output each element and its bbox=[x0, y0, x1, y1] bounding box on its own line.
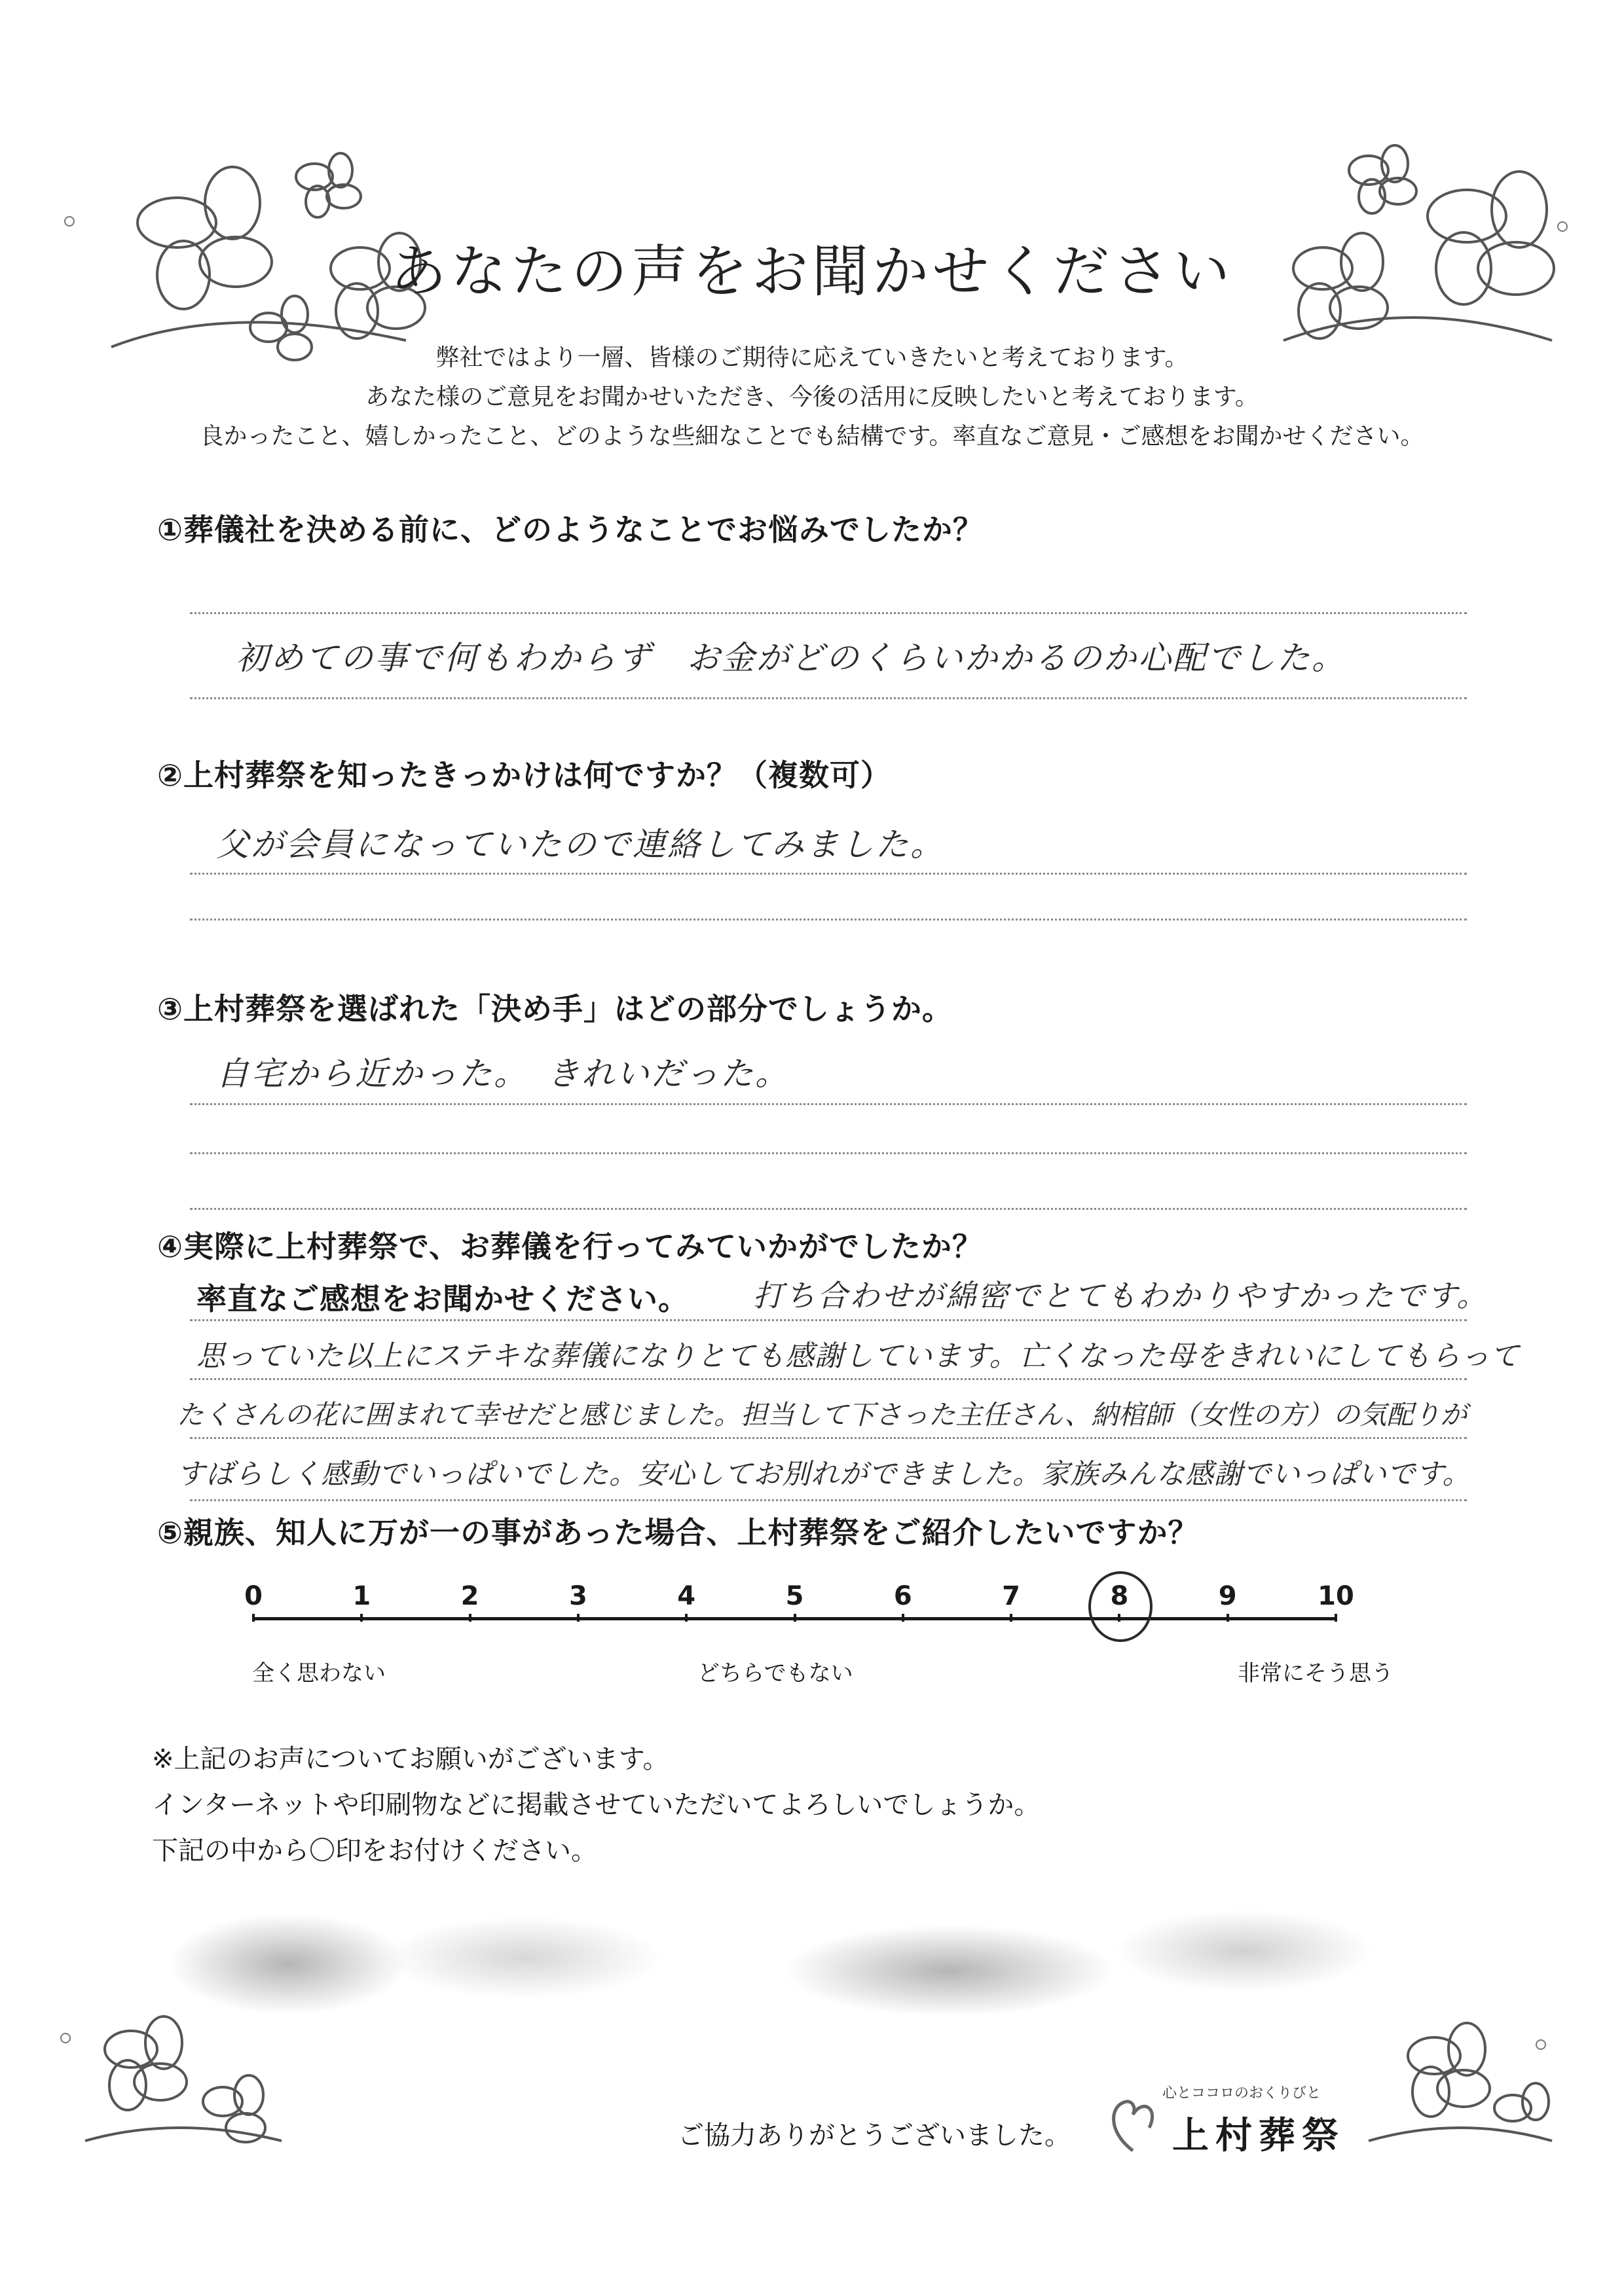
scale-tick bbox=[577, 1614, 580, 1622]
scale-number-3: 3 bbox=[568, 1581, 587, 1611]
answer-line bbox=[190, 1499, 1467, 1501]
scale-number-9: 9 bbox=[1218, 1581, 1237, 1611]
scale-high-label: 非常にそう思う bbox=[1238, 1660, 1393, 1686]
question-3-answer: 自宅から近かった。 きれいだった。 bbox=[216, 1055, 790, 1093]
answer-line bbox=[190, 1152, 1467, 1154]
answer-line bbox=[190, 612, 1467, 614]
scale-number-7: 7 bbox=[1002, 1581, 1021, 1611]
scale-tick bbox=[1227, 1614, 1229, 1622]
scale-tick bbox=[685, 1614, 688, 1622]
scale-number-0: 0 bbox=[244, 1581, 263, 1611]
heart-logo-icon bbox=[1107, 2092, 1159, 2160]
scale-number-10: 10 bbox=[1318, 1581, 1354, 1611]
question-4-answer-line-3: たくさんの花に囲まれて幸せだと感じました。担当して下さった主任さん、納棺師（女性の方）の気配りが bbox=[177, 1399, 1467, 1430]
scale-tick bbox=[252, 1614, 255, 1622]
question-5-label: ⑤親族、知人に万が一の事があった場合、上村葬祭をご紹介したいですか？ bbox=[157, 1515, 1199, 1550]
question-3-label: ③上村葬祭を選ばれた「決め手」はどの部分でしょうか。 bbox=[157, 991, 953, 1027]
question-2-answer: 父が会員になっていたので連絡してみました。 bbox=[216, 826, 945, 864]
answer-line bbox=[190, 1319, 1467, 1321]
scale-tick bbox=[902, 1614, 904, 1622]
note-line-2: インターネットや印刷物などに掲載させていただいてよろしいでしょうか。 bbox=[152, 1790, 1041, 1820]
scale-tick bbox=[794, 1614, 796, 1622]
intro-line-2: あなた様のご意見をお聞かせいただき、今後の活用に反映したいと考えております。 bbox=[365, 384, 1259, 410]
decorative-dot bbox=[60, 2033, 71, 2043]
scale-low-label: 全く思わない bbox=[252, 1660, 386, 1686]
answer-line bbox=[190, 873, 1467, 875]
decorative-dot bbox=[1557, 221, 1568, 232]
answer-line bbox=[190, 1437, 1467, 1439]
decorative-dot bbox=[64, 216, 75, 227]
question-4-answer-line-1: 打ち合わせが綿密でとてもわかりやすかったです。 bbox=[753, 1278, 1489, 1313]
question-4-answer-line-4: すばらしく感動でいっぱいでした。安心してお別れができました。家族みんな感謝でいっぱいです。 bbox=[177, 1458, 1471, 1491]
scale-number-4: 4 bbox=[677, 1581, 696, 1611]
footer-tagline: 心とココロのおくりびと bbox=[1162, 2085, 1321, 2102]
scale-tick bbox=[1010, 1614, 1012, 1622]
scale-mid-label: どちらでもない bbox=[697, 1660, 853, 1686]
intro-line-1: 弊社ではより一層、皆様のご期待に応えていきたいと考えております。 bbox=[435, 344, 1189, 371]
intro-line-3: 良かったこと、嬉しかったこと、どのような些細なことでも結構です。率直なご意見・ご感想をお聞かせください。 bbox=[200, 423, 1424, 450]
selected-rating-circle bbox=[1088, 1571, 1153, 1642]
question-1-answer: 初めての事で何もわからず お金がどのくらいかかるのか心配でした。 bbox=[236, 639, 1346, 677]
answer-line bbox=[190, 1103, 1467, 1105]
question-4-answer-line-2: 思っていた以上にステキな葬儀になりとても感謝しています。亡くなった母をきれいにしてもらって bbox=[196, 1339, 1520, 1373]
page-title: あなたの声をお聞かせください bbox=[390, 239, 1234, 304]
note-line-3: 下記の中から〇印をお付けください。 bbox=[152, 1836, 597, 1866]
decorative-dot bbox=[1536, 2039, 1546, 2050]
footer-thanks: ご協力ありがとうございました。 bbox=[678, 2121, 1071, 2151]
answer-line bbox=[190, 1208, 1467, 1210]
question-4-sublabel: 率直なご感想をお聞かせください。 bbox=[196, 1281, 689, 1317]
scale-tick bbox=[1335, 1614, 1337, 1622]
redacted-area bbox=[131, 1886, 1428, 2056]
question-2-label: ②上村葬祭を知ったきっかけは何ですか？（複数可） bbox=[157, 757, 891, 793]
scale-tick bbox=[360, 1614, 363, 1622]
scale-number-5: 5 bbox=[785, 1581, 804, 1611]
question-1-label: ①葬儀社を決める前に、どのようなことでお悩みでしたか？ bbox=[157, 512, 984, 547]
answer-line bbox=[190, 697, 1467, 699]
scale-number-8: 8 bbox=[1110, 1581, 1129, 1611]
scale-number-2: 2 bbox=[460, 1581, 479, 1611]
company-name: 上村葬祭 bbox=[1172, 2115, 1345, 2157]
note-line-1: ※上記のお声についてお願いがございます。 bbox=[152, 1744, 669, 1774]
scale-number-6: 6 bbox=[893, 1581, 912, 1611]
answer-line bbox=[190, 1378, 1467, 1380]
question-4-label: ④実際に上村葬祭で、お葬儀を行ってみていかがでしたか？ bbox=[157, 1229, 984, 1264]
answer-line bbox=[190, 919, 1467, 920]
scale-number-1: 1 bbox=[352, 1581, 371, 1611]
scale-tick bbox=[469, 1614, 471, 1622]
